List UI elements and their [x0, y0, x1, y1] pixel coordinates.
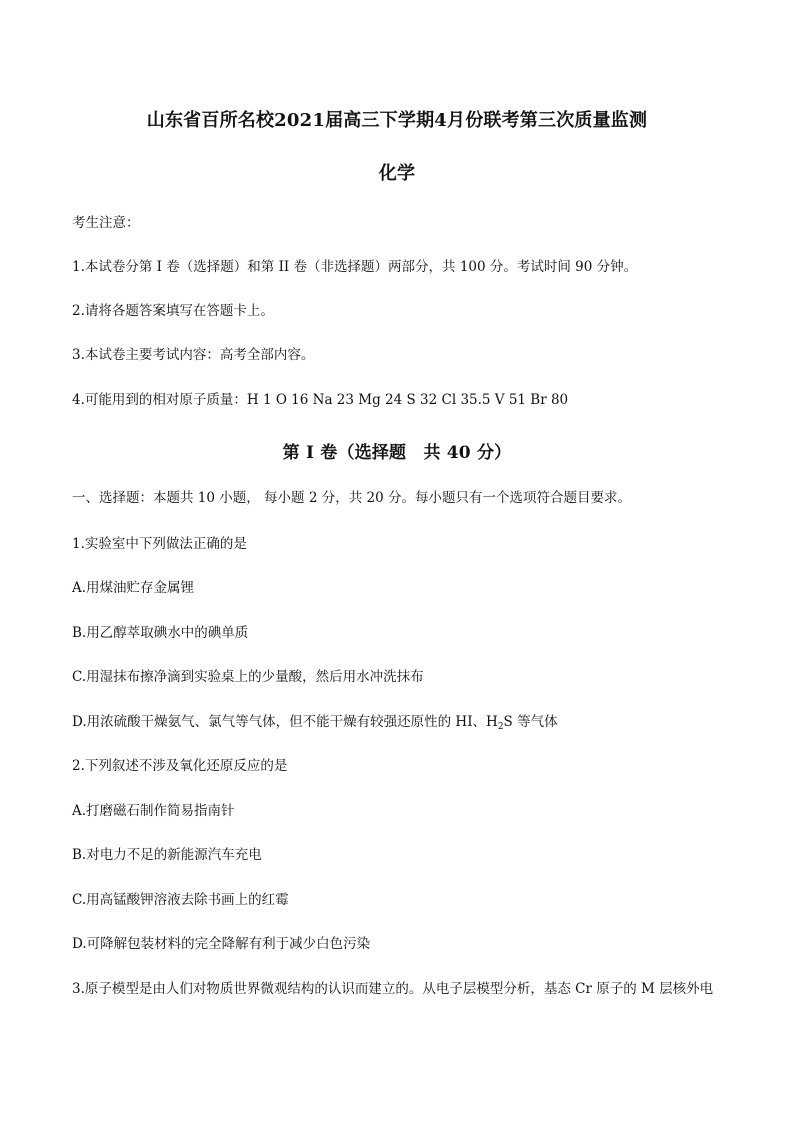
- option-d: [72, 713, 742, 733]
- option-d-text-end: S 等气体: [503, 714, 558, 730]
- notice-item: 3.本试卷主要考试内容：高考全部内容。: [72, 347, 315, 363]
- question-stem: 3.原子模型是由人们对物质世界微观结构的认识而建立的。从电子层模型分析，基态 Cr 原子的 M 层核外电: [72, 981, 714, 997]
- exam-title: 山东省百所名校2021届高三下学期4月份联考第三次质量监测: [146, 110, 648, 131]
- option-b: B.对电力不足的新能源汽车充电: [72, 847, 262, 863]
- notice-heading: 考生注意：: [72, 215, 140, 231]
- option-c: C.用高锰酸钾溶液去除书画上的红霉: [72, 892, 289, 908]
- question-stem: 1.实验室中下列做法正确的是: [72, 536, 247, 552]
- question-stem: 2.下列叙述不涉及氧化还原反应的是: [72, 758, 288, 774]
- option-a: A.用煤油贮存金属锂: [72, 580, 195, 596]
- option-b: B.用乙醇萃取碘水中的碘单质: [72, 625, 249, 641]
- subscript: 2: [497, 722, 504, 732]
- notice-item: 4.可能用到的相对原子质量：H 1 O 16 Na 23 Mg 24 S 32 Cl 35.5 V 51 Br 80: [72, 392, 569, 408]
- option-c: C.用湿抹布擦净滴到实验桌上的少量酸，然后用水冲洗抹布: [72, 669, 424, 685]
- option-d-text: D.用浓硫酸干燥氨气、氯气等气体，但不能干燥有较强还原性的 HI、H: [72, 714, 498, 730]
- section-heading: 第 I 卷（选择题 共 40 分）: [282, 443, 512, 463]
- notice-item: 2.请将各题答案填写在答题卡上。: [72, 303, 274, 319]
- subject-title: 化学: [378, 163, 416, 184]
- option-a: A.打磨磁石制作简易指南针: [72, 803, 235, 819]
- notice-item: 1.本试卷分第 I 卷（选择题）和第 II 卷（非选择题）两部分，共 100 分。考试时间 90 分钟。: [72, 259, 638, 275]
- section-instructions: 一、选择题：本题共 10 小题， 每小题 2 分，共 20 分。每小题只有一个选项符合题目要求。: [72, 490, 631, 506]
- option-d: D.可降解包装材料的完全降解有利于减少白色污染: [72, 936, 371, 952]
